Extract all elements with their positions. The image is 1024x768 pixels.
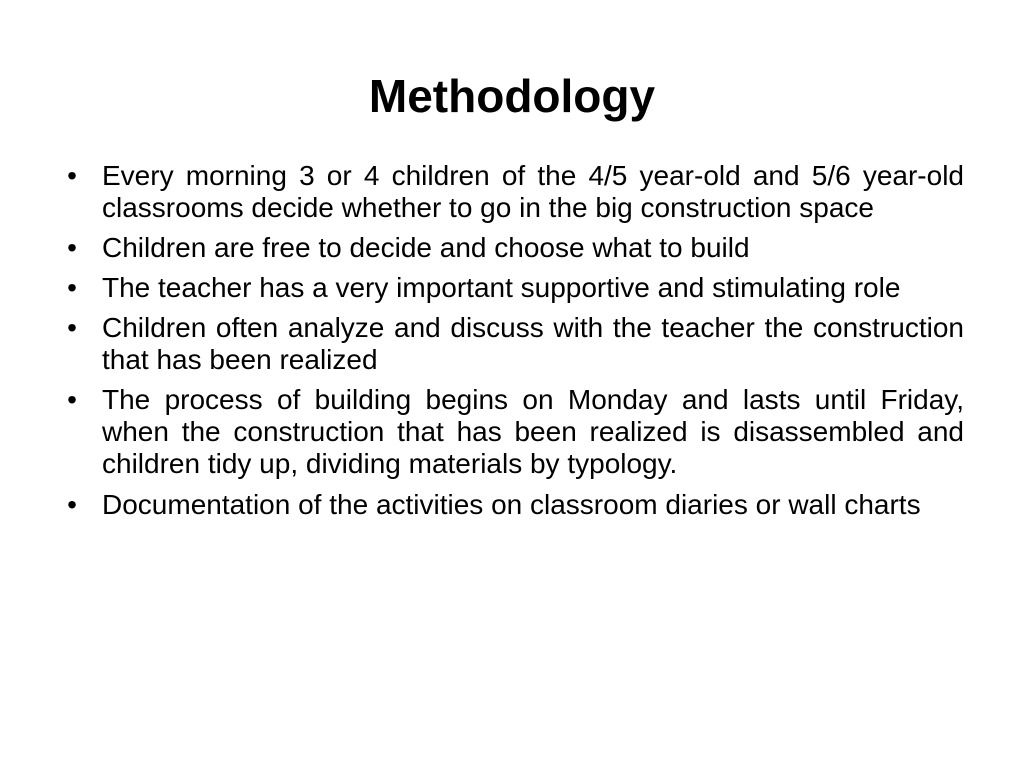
bullet-item	[62, 484, 964, 526]
bullet-text: Children often analyze and discuss with the teacher the construction that has been realized	[102, 312, 964, 375]
bullet-icon: •	[67, 272, 77, 303]
bullet-list	[62, 160, 964, 534]
bullet-text: Every morning 3 or 4 children of the 4/5 year-old and 5/6 year-old classrooms decide whether to go in the big construction space	[102, 160, 964, 223]
bullet-icon: •	[67, 489, 77, 520]
slide-title: Methodology	[368, 70, 656, 122]
bullet-text: The teacher has a very important supportive and stimulating role	[102, 272, 901, 303]
bullet-text: Children are free to decide and choose what to build	[102, 232, 750, 263]
bullet-item	[62, 160, 964, 224]
bullet-item	[62, 384, 964, 480]
bullet-icon: •	[67, 312, 77, 343]
bullet-icon: •	[67, 160, 77, 191]
bullet-icon: •	[67, 232, 77, 263]
bullet-item	[62, 312, 964, 376]
bullet-text: The process of building begins on Monday and lasts until Friday, when the construction that has been realized is disassembled and children tidy up, dividing materials by typology.	[102, 384, 964, 479]
bullet-item	[62, 272, 964, 304]
bullet-item	[62, 232, 964, 264]
bullet-text: Documentation of the activities on classroom diaries or wall charts	[102, 489, 921, 520]
bullet-icon: •	[67, 384, 77, 415]
